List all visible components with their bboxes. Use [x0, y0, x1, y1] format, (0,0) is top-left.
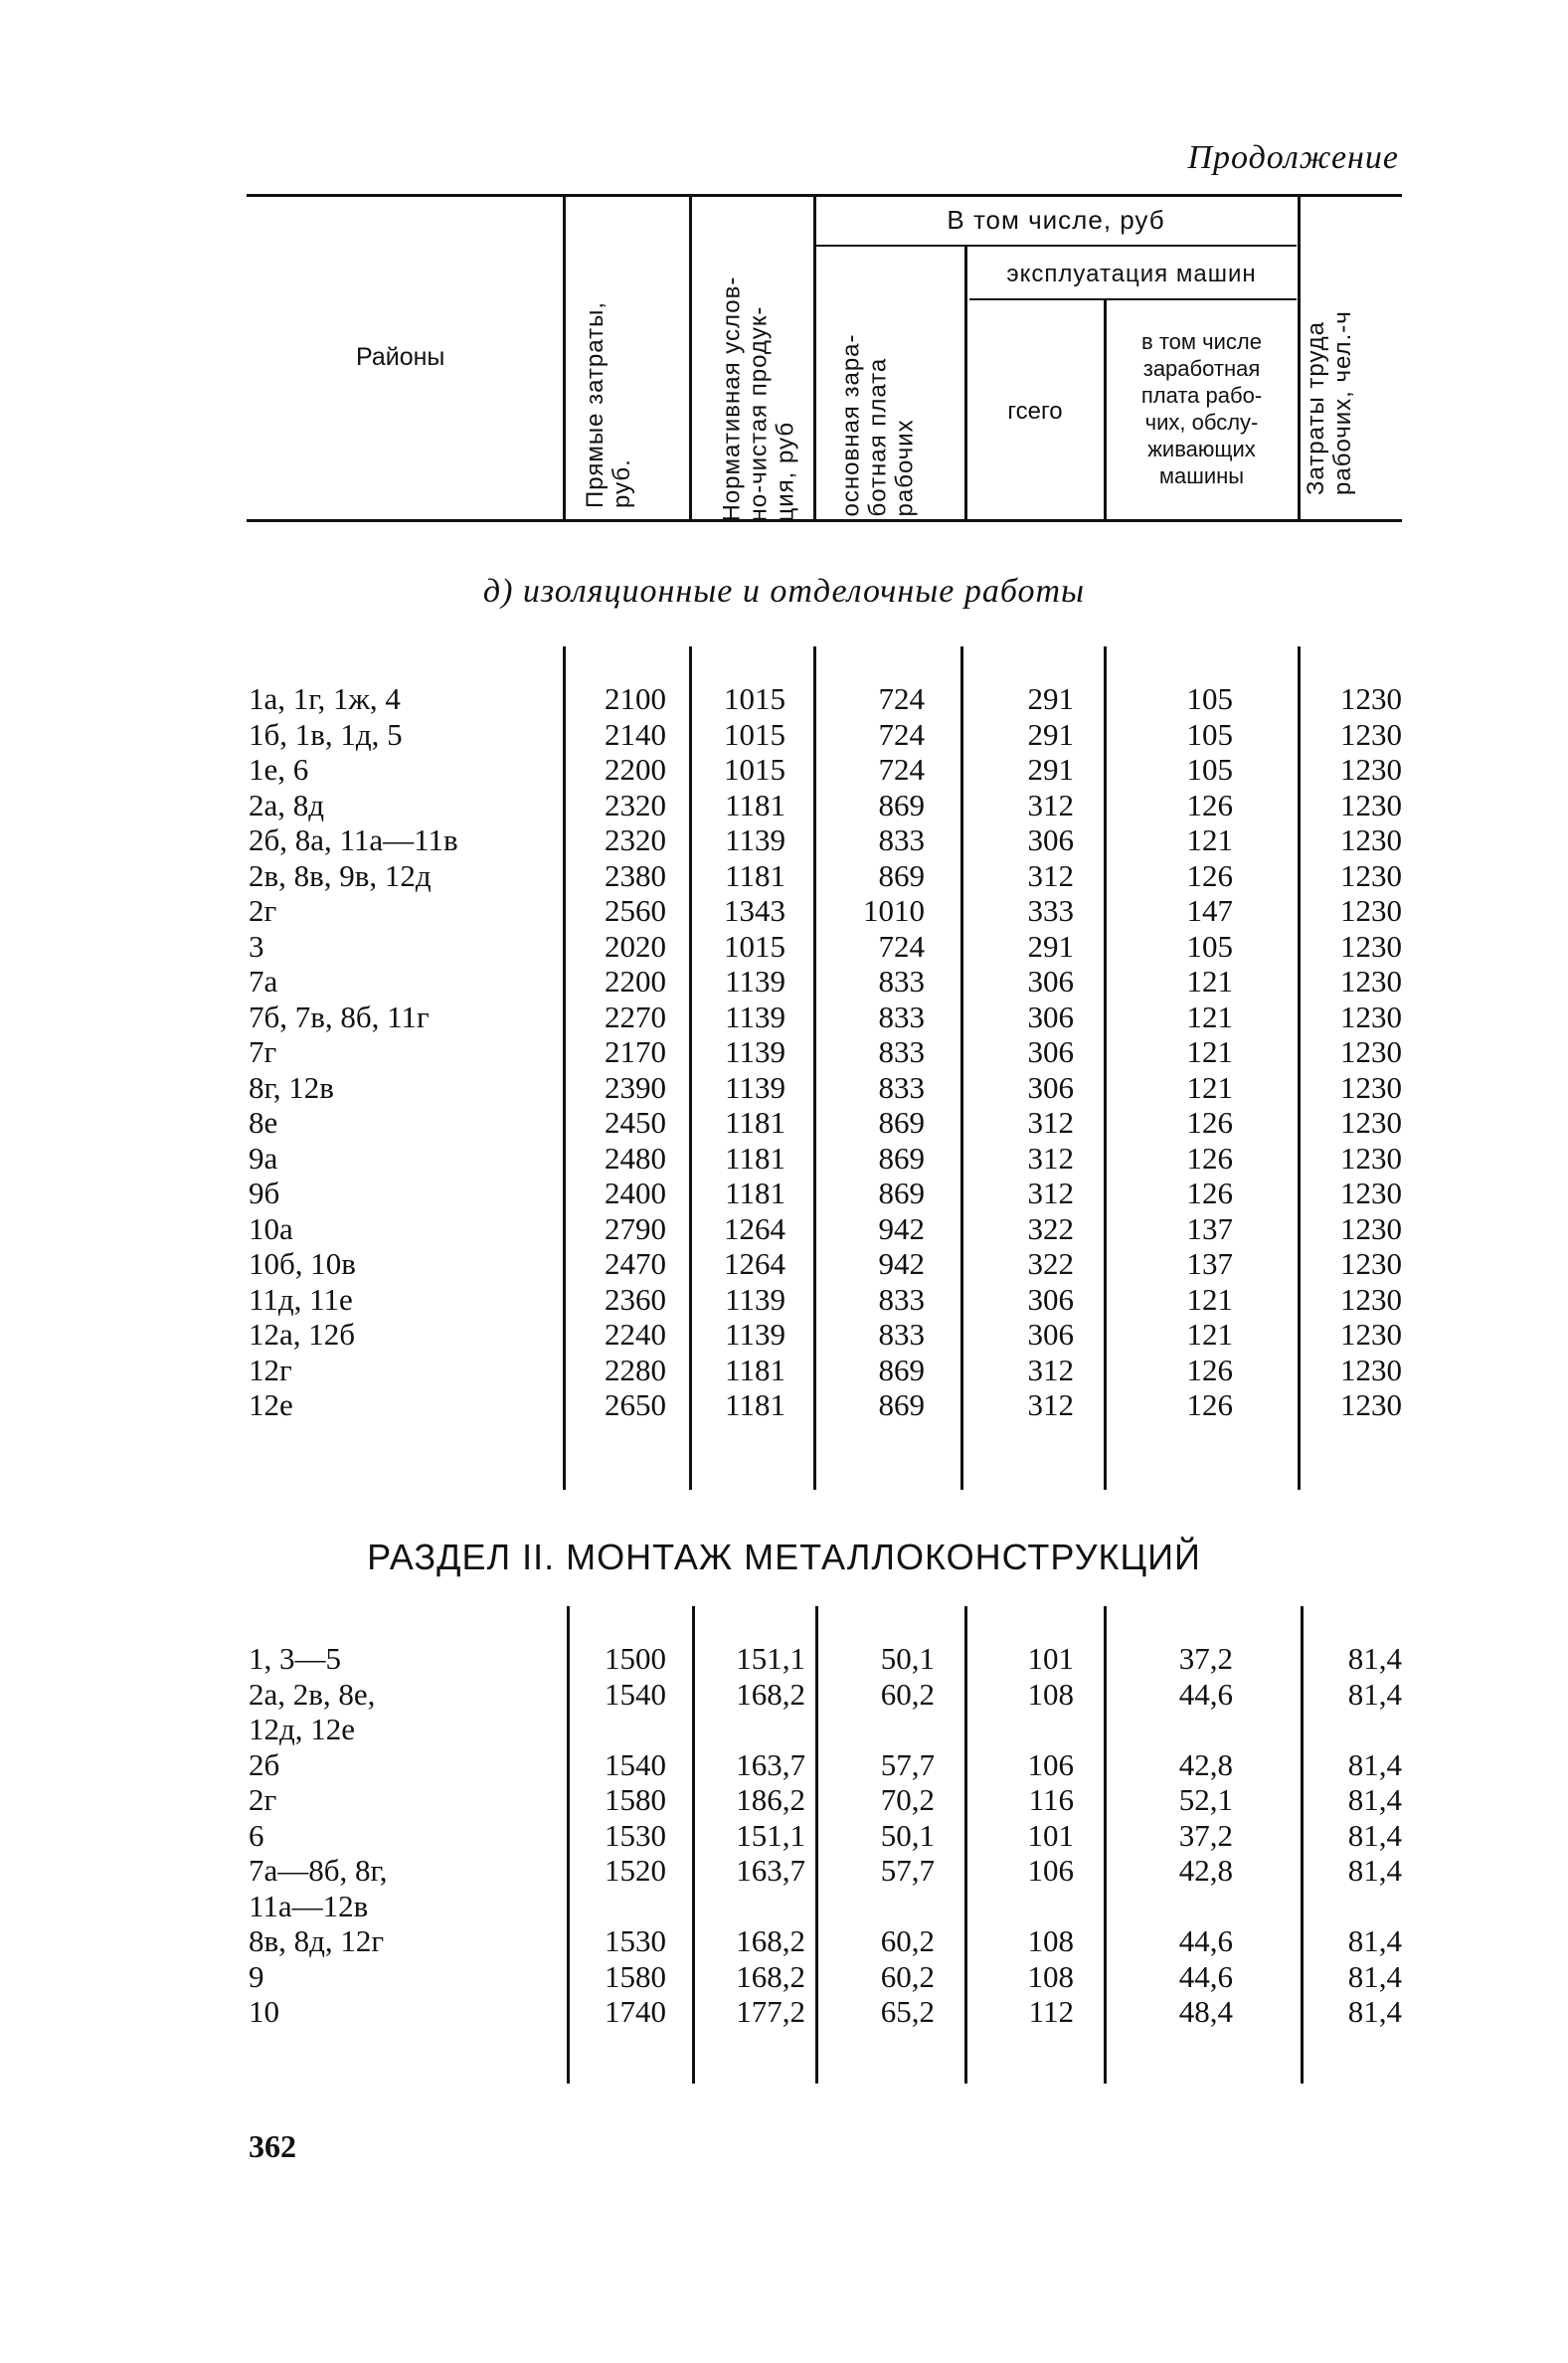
cell-machine-wage: 37,2: [1178, 1817, 1233, 1853]
cell-direct-costs: 2360: [605, 1281, 666, 1317]
cell-direct-costs: 1530: [605, 1923, 666, 1958]
cell-region: 7а: [249, 964, 278, 999]
cell-direct-costs: 2450: [605, 1105, 666, 1140]
table-row: [0, 788, 1568, 823]
cell-machine-total: 306: [1027, 964, 1074, 999]
cell-direct-costs: 1500: [605, 1641, 666, 1676]
cell-machine-wage: 121: [1186, 1281, 1233, 1317]
cell-region: 10а: [249, 1210, 293, 1246]
cell-direct-costs: 2100: [605, 681, 666, 716]
table-row: [0, 752, 1568, 788]
table-row: [0, 1712, 1568, 1747]
cell-machine-total: 306: [1027, 822, 1074, 857]
header-top-rule: [247, 194, 1402, 197]
cell-machine-total: 322: [1027, 1246, 1074, 1281]
cell-machine-wage: 126: [1186, 1176, 1233, 1210]
cell-labor: 1230: [1340, 1034, 1402, 1069]
cell-base-wage: 833: [878, 1034, 925, 1069]
header-direct-costs: Прямые затраты, руб.: [582, 301, 635, 508]
header-regions: Районы: [356, 343, 445, 371]
table-row: [0, 1105, 1568, 1141]
cell-machine-wage: 44,6: [1178, 1958, 1233, 1994]
cell-normative-net: 1015: [724, 716, 785, 752]
cell-labor: 81,4: [1347, 1994, 1402, 2029]
cell-base-wage: 833: [878, 822, 925, 857]
table-row: [0, 964, 1568, 1000]
cell-normative-net: 163,7: [736, 1746, 805, 1782]
cell-machine-total: 291: [1027, 928, 1074, 964]
cell-labor: 1230: [1340, 1352, 1402, 1387]
cell-base-wage: 60,2: [880, 1923, 935, 1958]
cell-labor: 1230: [1340, 857, 1402, 893]
cell-normative-net: 1015: [724, 681, 785, 716]
cell-region: 2а, 8д: [249, 787, 325, 822]
cell-base-wage: 942: [878, 1246, 925, 1281]
cell-base-wage: 833: [878, 999, 925, 1034]
header-normative-net: Нормативная услов- но-чистая продук- ция, руб: [718, 275, 799, 522]
cell-normative-net: 1139: [725, 1281, 785, 1317]
cell-base-wage: 869: [878, 1140, 925, 1176]
cell-normative-net: 168,2: [736, 1923, 805, 1958]
cell-normative-net: 1015: [724, 928, 785, 964]
cell-machine-wage: 147: [1186, 893, 1233, 928]
table-row: [0, 1246, 1568, 1282]
table-row: [0, 1959, 1568, 1995]
table-row: [0, 1034, 1568, 1070]
cell-base-wage: 50,1: [880, 1641, 935, 1676]
cell-machine-wage: 121: [1186, 1034, 1233, 1069]
cell-machine-total: 291: [1027, 752, 1074, 787]
cell-region: 12г: [249, 1352, 292, 1387]
cell-base-wage: 833: [878, 1281, 925, 1317]
table-row: [0, 1070, 1568, 1106]
cell-region: 9а: [249, 1140, 278, 1176]
cell-machine-wage: 126: [1186, 1140, 1233, 1176]
cell-machine-total: 306: [1027, 1317, 1074, 1352]
cell-base-wage: 65,2: [880, 1994, 935, 2029]
cell-direct-costs: 2320: [605, 822, 666, 857]
cell-machine-wage: 126: [1186, 1387, 1233, 1422]
table-row: [0, 1923, 1568, 1959]
cell-base-wage: 869: [878, 1387, 925, 1422]
cell-machine-wage: 44,6: [1178, 1923, 1233, 1958]
cell-labor: 1230: [1340, 1387, 1402, 1422]
cell-region: 8е: [249, 1105, 278, 1140]
cell-machine-total: 291: [1027, 716, 1074, 752]
header-divider-2: [689, 197, 692, 519]
cell-direct-costs: 2270: [605, 999, 666, 1034]
header-divider-6: [1298, 197, 1301, 519]
cell-normative-net: 1181: [725, 1352, 785, 1387]
cell-machine-total: 306: [1027, 1281, 1074, 1317]
cell-base-wage: 50,1: [880, 1817, 935, 1853]
cell-machine-total: 106: [1027, 1746, 1074, 1782]
cell-region: 12е: [249, 1387, 293, 1422]
cell-labor: 1230: [1340, 681, 1402, 716]
cell-direct-costs: 1580: [605, 1782, 666, 1817]
cell-region: 9: [249, 1958, 264, 1994]
cell-base-wage: 869: [878, 1105, 925, 1140]
cell-machine-wage: 42,8: [1178, 1853, 1233, 1888]
cell-base-wage: 724: [878, 716, 925, 752]
cell-normative-net: 1139: [725, 1069, 785, 1105]
cell-normative-net: 1181: [725, 857, 785, 893]
cell-machine-wage: 121: [1186, 964, 1233, 999]
cell-direct-costs: 2170: [605, 1034, 666, 1069]
cell-machine-wage: 137: [1186, 1210, 1233, 1246]
cell-normative-net: 186,2: [736, 1782, 805, 1817]
cell-normative-net: 151,1: [736, 1641, 805, 1676]
cell-direct-costs: 2140: [605, 716, 666, 752]
cell-base-wage: 833: [878, 964, 925, 999]
table-row: [0, 1282, 1568, 1318]
cell-direct-costs: 2380: [605, 857, 666, 893]
cell-labor: 81,4: [1347, 1923, 1402, 1958]
cell-normative-net: 1139: [725, 1034, 785, 1069]
cell-machine-total: 101: [1027, 1641, 1074, 1676]
cell-machine-wage: 126: [1186, 1105, 1233, 1140]
cell-normative-net: 1343: [724, 893, 785, 928]
cell-base-wage: 833: [878, 1069, 925, 1105]
table-row: [0, 1211, 1568, 1247]
cell-region: 12а, 12б: [249, 1317, 356, 1352]
cell-region: 1е, 6: [249, 752, 309, 787]
cell-normative-net: 177,2: [736, 1994, 805, 2029]
cell-region: 11а—12в: [249, 1888, 369, 1923]
cell-region: 2г: [249, 1782, 277, 1817]
cell-machine-total: 306: [1027, 999, 1074, 1034]
cell-machine-total: 106: [1027, 1853, 1074, 1888]
cell-labor: 1230: [1340, 716, 1402, 752]
cell-direct-costs: 2400: [605, 1176, 666, 1210]
table-row: [0, 717, 1568, 753]
cell-machine-wage: 105: [1186, 716, 1233, 752]
cell-region: 11д, 11е: [249, 1281, 353, 1317]
cell-region: 7г: [249, 1034, 277, 1069]
cell-labor: 1230: [1340, 1281, 1402, 1317]
table-row: [0, 1782, 1568, 1818]
cell-machine-wage: 48,4: [1178, 1994, 1233, 2029]
cell-base-wage: 1010: [863, 893, 925, 928]
cell-machine-wage: 37,2: [1178, 1641, 1233, 1676]
cell-region: 10: [249, 1994, 279, 2029]
cell-labor: 1230: [1340, 752, 1402, 787]
cell-machine-total: 312: [1027, 1387, 1074, 1422]
cell-labor: 1230: [1340, 1210, 1402, 1246]
cell-region: 2в, 8в, 9в, 12д: [249, 857, 432, 893]
cell-machine-total: 312: [1027, 1105, 1074, 1140]
cell-machine-wage: 126: [1186, 787, 1233, 822]
cell-normative-net: 168,2: [736, 1676, 805, 1712]
header-bottom-rule: [247, 519, 1402, 522]
cell-direct-costs: 2280: [605, 1352, 666, 1387]
table-row: [0, 1353, 1568, 1388]
incl-group-rule: [815, 245, 1297, 247]
cell-direct-costs: 1540: [605, 1676, 666, 1712]
cell-machine-total: 108: [1027, 1923, 1074, 1958]
table-row: [0, 1818, 1568, 1854]
header-divider-3: [813, 197, 816, 519]
cell-region: 6: [249, 1817, 264, 1853]
cell-labor: 1230: [1340, 822, 1402, 857]
cell-region: 7б, 7в, 8б, 11г: [249, 999, 430, 1034]
table-row: [0, 858, 1568, 894]
cell-region: 10б, 10в: [249, 1246, 356, 1281]
cell-labor: 81,4: [1347, 1853, 1402, 1888]
cell-labor: 1230: [1340, 1317, 1402, 1352]
cell-normative-net: 163,7: [736, 1853, 805, 1888]
table-row: [0, 1853, 1568, 1889]
table-row: [0, 1677, 1568, 1713]
cell-direct-costs: 1530: [605, 1817, 666, 1853]
cell-direct-costs: 1580: [605, 1958, 666, 1994]
cell-machine-wage: 121: [1186, 1317, 1233, 1352]
cell-direct-costs: 2470: [605, 1246, 666, 1281]
table-row: [0, 1889, 1568, 1924]
table-row: [0, 1747, 1568, 1783]
cell-normative-net: 1139: [725, 999, 785, 1034]
cell-region: 2а, 2в, 8е,: [249, 1676, 376, 1712]
table-row: [0, 1000, 1568, 1035]
cell-machine-wage: 121: [1186, 1069, 1233, 1105]
cell-normative-net: 1181: [725, 787, 785, 822]
cell-labor: 1230: [1340, 787, 1402, 822]
cell-machine-wage: 137: [1186, 1246, 1233, 1281]
cell-normative-net: 1139: [725, 964, 785, 999]
header-total: гсего: [1007, 398, 1063, 425]
cell-labor: 1230: [1340, 1176, 1402, 1210]
cell-direct-costs: 1540: [605, 1746, 666, 1782]
cell-machine-wage: 121: [1186, 999, 1233, 1034]
cell-machine-total: 312: [1027, 1352, 1074, 1387]
cell-base-wage: 57,7: [880, 1746, 935, 1782]
cell-machine-total: 108: [1027, 1958, 1074, 1994]
continued-label: Продолжение: [1187, 139, 1399, 176]
cell-labor: 1230: [1340, 1069, 1402, 1105]
cell-labor: 1230: [1340, 928, 1402, 964]
table-row: [0, 681, 1568, 717]
cell-direct-costs: 1520: [605, 1853, 666, 1888]
table-row: [0, 929, 1568, 965]
cell-region: 2г: [249, 893, 277, 928]
cell-direct-costs: 2650: [605, 1387, 666, 1422]
cell-machine-wage: 52,1: [1178, 1782, 1233, 1817]
cell-labor: 1230: [1340, 1140, 1402, 1176]
cell-normative-net: 1139: [725, 1317, 785, 1352]
cell-normative-net: 151,1: [736, 1817, 805, 1853]
page-number: 362: [249, 2128, 296, 2164]
cell-base-wage: 70,2: [880, 1782, 935, 1817]
header-base-wage: основная зара- ботная плата рабочих: [837, 333, 919, 517]
cell-labor: 81,4: [1347, 1817, 1402, 1853]
cell-machine-wage: 105: [1186, 928, 1233, 964]
section2-title: РАЗДЕЛ II. МОНТАЖ МЕТАЛЛОКОНСТРУКЦИЙ: [367, 1537, 1201, 1577]
header-incl-wage: в том числе заработная плата рабо- чих, обслу- живающих машины: [1140, 329, 1263, 488]
cell-direct-costs: 2200: [605, 752, 666, 787]
cell-base-wage: 60,2: [880, 1958, 935, 1994]
cell-machine-total: 322: [1027, 1210, 1074, 1246]
cell-region: 7а—8б, 8г,: [249, 1853, 388, 1888]
cell-region: 8г, 12в: [249, 1069, 334, 1105]
cell-base-wage: 724: [878, 928, 925, 964]
cell-machine-total: 312: [1027, 1176, 1074, 1210]
cell-machine-wage: 126: [1186, 1352, 1233, 1387]
cell-base-wage: 724: [878, 681, 925, 716]
cell-direct-costs: 2200: [605, 964, 666, 999]
cell-region: 2б: [249, 1746, 280, 1782]
cell-region: 9б: [249, 1176, 280, 1210]
cell-region: 3: [249, 928, 264, 964]
cell-region: 8в, 8д, 12г: [249, 1923, 385, 1958]
cell-base-wage: 942: [878, 1210, 925, 1246]
header-labor: Затраты труда рабочих, чел.-ч: [1303, 310, 1356, 495]
cell-machine-total: 312: [1027, 787, 1074, 822]
cell-labor: 81,4: [1347, 1958, 1402, 1994]
cell-base-wage: 833: [878, 1317, 925, 1352]
cell-machine-total: 312: [1027, 857, 1074, 893]
cell-machine-wage: 105: [1186, 752, 1233, 787]
cell-base-wage: 869: [878, 1176, 925, 1210]
table-row: [0, 1994, 1568, 2030]
table-row: [0, 1176, 1568, 1211]
cell-labor: 81,4: [1347, 1746, 1402, 1782]
table-row: [0, 1641, 1568, 1677]
cell-machine-total: 108: [1027, 1676, 1074, 1712]
cell-base-wage: 869: [878, 1352, 925, 1387]
cell-normative-net: 1181: [725, 1140, 785, 1176]
cell-direct-costs: 2390: [605, 1069, 666, 1105]
cell-base-wage: 57,7: [880, 1853, 935, 1888]
cell-labor: 81,4: [1347, 1782, 1402, 1817]
cell-region: 12д, 12е: [249, 1712, 356, 1746]
cell-normative-net: 1264: [724, 1210, 785, 1246]
cell-normative-net: 1181: [725, 1387, 785, 1422]
cell-direct-costs: 2320: [605, 787, 666, 822]
cell-labor: 1230: [1340, 999, 1402, 1034]
cell-labor: 81,4: [1347, 1641, 1402, 1676]
cell-normative-net: 1015: [724, 752, 785, 787]
cell-labor: 81,4: [1347, 1676, 1402, 1712]
cell-direct-costs: 2790: [605, 1210, 666, 1246]
cell-normative-net: 1139: [725, 822, 785, 857]
cell-region: 1, 3—5: [249, 1641, 341, 1676]
cell-machine-total: 101: [1027, 1817, 1074, 1853]
cell-machine-total: 116: [1028, 1782, 1074, 1817]
cell-labor: 1230: [1340, 893, 1402, 928]
header-machine-op: эксплуатация машин: [1006, 261, 1257, 287]
cell-direct-costs: 2240: [605, 1317, 666, 1352]
cell-machine-total: 312: [1027, 1140, 1074, 1176]
cell-machine-total: 291: [1027, 681, 1074, 716]
cell-region: 2б, 8а, 11а—11в: [249, 822, 458, 857]
cell-machine-wage: 126: [1186, 857, 1233, 893]
cell-normative-net: 1264: [724, 1246, 785, 1281]
table-row: [0, 1317, 1568, 1353]
cell-direct-costs: 1740: [605, 1994, 666, 2029]
cell-machine-total: 112: [1028, 1994, 1074, 2029]
cell-labor: 1230: [1340, 1246, 1402, 1281]
cell-labor: 1230: [1340, 1105, 1402, 1140]
cell-machine-total: 306: [1027, 1034, 1074, 1069]
cell-machine-wage: 44,6: [1178, 1676, 1233, 1712]
section1-subtitle: д) изоляционные и отделочные работы: [482, 573, 1086, 610]
cell-machine-total: 333: [1027, 893, 1074, 928]
cell-normative-net: 1181: [725, 1105, 785, 1140]
cell-base-wage: 869: [878, 857, 925, 893]
cell-base-wage: 869: [878, 787, 925, 822]
cell-base-wage: 724: [878, 752, 925, 787]
cell-machine-total: 306: [1027, 1069, 1074, 1105]
cell-direct-costs: 2560: [605, 893, 666, 928]
cell-machine-wage: 121: [1186, 822, 1233, 857]
table-row: [0, 1387, 1568, 1423]
table-row: [0, 1141, 1568, 1177]
machine-op-rule: [969, 298, 1297, 300]
cell-labor: 1230: [1340, 964, 1402, 999]
header-incl-group: В том числе, руб: [947, 205, 1165, 235]
cell-normative-net: 1181: [725, 1176, 785, 1210]
cell-machine-wage: 42,8: [1178, 1746, 1233, 1782]
header-divider-1: [563, 197, 566, 519]
cell-direct-costs: 2020: [605, 928, 666, 964]
cell-machine-wage: 105: [1186, 681, 1233, 716]
cell-normative-net: 168,2: [736, 1958, 805, 1994]
cell-base-wage: 60,2: [880, 1676, 935, 1712]
cell-direct-costs: 2480: [605, 1140, 666, 1176]
table-row: [0, 893, 1568, 929]
table-row: [0, 822, 1568, 858]
cell-region: 1а, 1г, 1ж, 4: [249, 681, 401, 716]
cell-region: 1б, 1в, 1д, 5: [249, 716, 403, 752]
